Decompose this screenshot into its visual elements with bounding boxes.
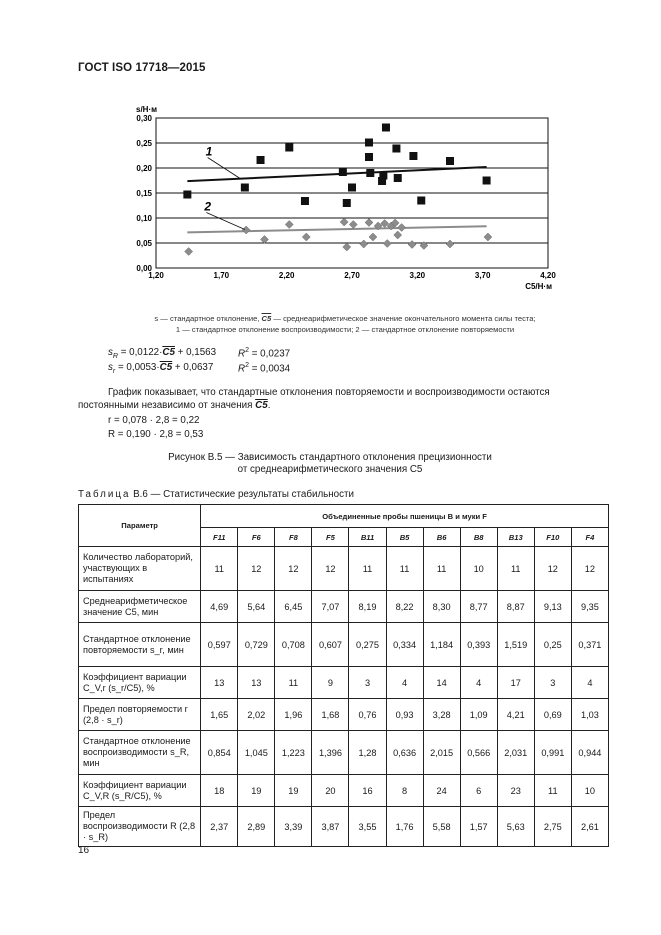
point-series-2 (185, 248, 193, 256)
explanation-paragraph: График показывает, что стандартные отклонения повторяемости и воспроизводимости остаются постоянными независимо от значения C5. (78, 387, 550, 411)
table-cell: 12 (238, 547, 275, 591)
point-series-2 (349, 221, 357, 229)
series-annotations (203, 145, 245, 230)
table-cell: 16 (349, 775, 386, 807)
table-cell: 8,22 (386, 591, 423, 623)
table-cell: 0,371 (571, 623, 608, 667)
page-number: 16 (78, 845, 90, 856)
point-series-1 (241, 184, 249, 192)
table-cell: 6,45 (275, 591, 312, 623)
table-cell: 11 (423, 547, 460, 591)
table-cell: 4 (571, 667, 608, 699)
table-cell: 5,64 (238, 591, 275, 623)
trend-line-1 (187, 167, 486, 181)
table-cell: 0,393 (460, 623, 497, 667)
table-cell: 9,35 (571, 591, 608, 623)
table-cell: 2,031 (497, 731, 534, 775)
row-label: Стандартное отклонение воспроизводимости s_R, мин (79, 731, 201, 775)
y-tick-label: 0,05 (136, 239, 152, 248)
x-axis-label: C5/Н·м (525, 282, 552, 291)
table-cell: 2,61 (571, 807, 608, 847)
sample-header: F10 (534, 528, 571, 547)
table-cell: 4,69 (201, 591, 238, 623)
row-label: Количество лабораторий, участвующих в испытаниях (79, 547, 201, 591)
table-cell: 2,37 (201, 807, 238, 847)
point-series-2 (383, 240, 391, 248)
table-cell: 1,396 (312, 731, 349, 775)
table-cell: 0,729 (238, 623, 275, 667)
table-cell: 0,708 (275, 623, 312, 667)
table-cell: 19 (238, 775, 275, 807)
caption-text: — среднеарифметическое значение окончательного момента силы теста; (271, 314, 536, 323)
table-cell: 13 (201, 667, 238, 699)
table-cell: 2,75 (534, 807, 571, 847)
table-cell: 0,93 (386, 699, 423, 731)
table-row (79, 623, 609, 667)
table-cell: 11 (201, 547, 238, 591)
point-series-1 (339, 168, 347, 176)
point-series-2 (340, 218, 348, 226)
point-series-2 (446, 240, 454, 248)
point-series-1 (183, 191, 191, 199)
table-row (79, 667, 609, 699)
table-cell: 8 (386, 775, 423, 807)
table-cell: 24 (423, 775, 460, 807)
leader-line (206, 213, 245, 230)
table-cell: 3,28 (423, 699, 460, 731)
y-tick-label: 0,10 (136, 214, 152, 223)
table-cell: 3,87 (312, 807, 349, 847)
sample-header: F8 (275, 528, 312, 547)
table-cell: 13 (238, 667, 275, 699)
table-cell: 0,991 (534, 731, 571, 775)
sample-header: B8 (460, 528, 497, 547)
table-cell: 19 (275, 775, 312, 807)
table-cell: 2,02 (238, 699, 275, 731)
table-cell: 8,30 (423, 591, 460, 623)
table-cell: 3,39 (275, 807, 312, 847)
table-cell: 23 (497, 775, 534, 807)
y-axis-label: s/Н·м (136, 105, 158, 114)
point-series-2 (398, 224, 406, 232)
caption-line-2: 1 — стандартное отклонение воспроизводимости; 2 — стандартное отклонение повторяемости (175, 325, 515, 334)
sample-header: B13 (497, 528, 534, 547)
point-series-1 (301, 197, 309, 205)
table-cell: 12 (534, 547, 571, 591)
y-tick-label: 0,15 (136, 189, 152, 198)
table-row (79, 591, 609, 623)
table-cell: 0,566 (460, 731, 497, 775)
table-cell: 11 (534, 775, 571, 807)
table-cell: 4 (386, 667, 423, 699)
point-series-2 (260, 236, 268, 244)
table-cell: 1,045 (238, 731, 275, 775)
point-series-2 (302, 233, 310, 241)
point-series-2 (365, 219, 373, 227)
table-cell: 0,334 (386, 623, 423, 667)
row-label: Коэффициент вариации C_V,R (s_R/C5), % (79, 775, 201, 807)
table-cell: 18 (201, 775, 238, 807)
y-tick-labels (136, 114, 152, 273)
x-tick-label: 2,20 (278, 271, 295, 280)
table-cell: 0,69 (534, 699, 571, 731)
table-cell: 9 (312, 667, 349, 699)
table-title: Таблица В.6 — Статистические результаты стабильности (78, 489, 354, 500)
point-series-2 (242, 226, 250, 234)
table-cell: 8,87 (497, 591, 534, 623)
row-label: Стандартное отклонение повторяемости s_r, мин (79, 623, 201, 667)
table-row (79, 699, 609, 731)
point-series-2 (394, 231, 402, 239)
y-tick-label: 0,20 (136, 164, 152, 173)
equation-sr: $s_R = 0,0122\cdot C5 + 0,1563$ $R^2 = 0,0237$ (108, 347, 291, 360)
table-cell: 12 (275, 547, 312, 591)
point-series-1 (417, 197, 425, 205)
row-label: Предел повторяемости r (2,8 · s_r) (79, 699, 201, 731)
table-cell: 0,944 (571, 731, 608, 775)
stability-table (78, 504, 609, 847)
point-series-1 (446, 157, 454, 165)
document-header: ГОСТ ISO 17718—2015 (78, 62, 206, 74)
row-label: Среднеарифметическое значение C5, мин (79, 591, 201, 623)
point-series-1 (382, 124, 390, 132)
point-series-1 (394, 174, 402, 182)
point-series-1 (365, 139, 373, 147)
point-series-1 (257, 156, 265, 164)
table-cell: 11 (497, 547, 534, 591)
point-series-1 (483, 177, 491, 185)
table-cell: 17 (497, 667, 534, 699)
point-series-2 (369, 233, 377, 241)
table-cell: 4,21 (497, 699, 534, 731)
table-cell: 1,65 (201, 699, 238, 731)
table-cell: 1,03 (571, 699, 608, 731)
table-cell: 1,223 (275, 731, 312, 775)
table-cell: 2,89 (238, 807, 275, 847)
series-label-1: 1 (205, 144, 213, 159)
table-cell: 8,19 (349, 591, 386, 623)
table-cell: 1,76 (386, 807, 423, 847)
table-cell: 0,854 (201, 731, 238, 775)
equation-sr-repeat: $s_r = 0,0053\cdot C5 + 0,0637$ $R^2 = 0,0034$ (108, 362, 291, 375)
chart-grid (156, 143, 548, 243)
point-series-2 (408, 241, 416, 249)
table-cell: 2,015 (423, 731, 460, 775)
table-cell: 4 (460, 667, 497, 699)
table-cell: 11 (349, 547, 386, 591)
table-cell: 1,68 (312, 699, 349, 731)
row-label: Предел воспроизводимости R (2,8 · s_R) (79, 807, 201, 847)
point-series-1 (285, 144, 293, 152)
table-row (79, 547, 609, 591)
figure-caption: Рисунок В.5 — Зависимость стандартного отклонения прецизионности от среднеарифметического значения C5 (168, 452, 492, 475)
point-series-1 (348, 184, 356, 192)
y-tick-label: 0,25 (136, 139, 152, 148)
table-cell: 20 (312, 775, 349, 807)
point-series-1 (409, 152, 417, 160)
table-cell: 3,55 (349, 807, 386, 847)
point-series-1 (392, 145, 400, 153)
table-cell: 3 (534, 667, 571, 699)
chart-legend-caption (120, 313, 570, 335)
table-cell: 1,184 (423, 623, 460, 667)
caption-text: s — стандартное отклонение, (154, 314, 262, 323)
param-header: Параметр (79, 505, 201, 547)
trend-lines (187, 167, 486, 232)
point-series-1 (379, 172, 387, 180)
table-cell: 0,76 (349, 699, 386, 731)
table-row (79, 731, 609, 775)
sample-header: B6 (423, 528, 460, 547)
point-series-1 (366, 169, 374, 177)
table-cell: 5,63 (497, 807, 534, 847)
table-cell: 12 (571, 547, 608, 591)
point-series-2 (343, 243, 351, 251)
sample-header: F11 (201, 528, 238, 547)
point-series-1 (365, 153, 373, 161)
table-cell: 10 (460, 547, 497, 591)
table-cell: 0,636 (386, 731, 423, 775)
point-series-2 (484, 233, 492, 241)
point-series-2 (360, 240, 368, 248)
table-cell: 0,597 (201, 623, 238, 667)
table-cell: 1,28 (349, 731, 386, 775)
table-cell: 9,13 (534, 591, 571, 623)
table-cell: 0,275 (349, 623, 386, 667)
table-cell: 8,77 (460, 591, 497, 623)
series-label-2: 2 (204, 199, 212, 214)
sample-header: B11 (349, 528, 386, 547)
x-tick-label: 4,20 (540, 271, 556, 280)
calc-R: R = 0,190 · 2,8 = 0,53 (108, 429, 204, 440)
scatter-chart (100, 98, 570, 298)
table-cell: 1,96 (275, 699, 312, 731)
table-cell: 0,25 (534, 623, 571, 667)
x-tick-label: 2,70 (344, 271, 360, 280)
table-row (79, 807, 609, 847)
c5-symbol: C5 (261, 314, 272, 323)
point-series-1 (343, 199, 351, 207)
table-row (79, 775, 609, 807)
trend-line-2 (187, 226, 486, 232)
sample-header: B5 (386, 528, 423, 547)
x-tick-label: 3,70 (474, 271, 491, 280)
group-header: Объединенные пробы пшеницы B и муки F (201, 505, 609, 528)
sample-header: F4 (571, 528, 608, 547)
table-cell: 1,57 (460, 807, 497, 847)
table-cell: 1,519 (497, 623, 534, 667)
table-cell: 12 (312, 547, 349, 591)
table-cell: 3 (349, 667, 386, 699)
calc-r: r = 0,078 · 2,8 = 0,22 (108, 415, 200, 426)
table-cell: 10 (571, 775, 608, 807)
point-series-2 (285, 221, 293, 229)
table-cell: 6 (460, 775, 497, 807)
x-tick-label: 1,70 (213, 271, 230, 280)
x-tick-label: 3,20 (409, 271, 426, 280)
table-cell: 0,607 (312, 623, 349, 667)
x-tick-label: 1,20 (148, 271, 164, 280)
table-cell: 5,58 (423, 807, 460, 847)
table-cell: 11 (386, 547, 423, 591)
row-label: Коэффициент вариации C_V,r (s_r/C5), % (79, 667, 201, 699)
y-tick-label: 0,30 (136, 114, 152, 123)
table-cell: 14 (423, 667, 460, 699)
table-cell: 11 (275, 667, 312, 699)
sample-header: F5 (312, 528, 349, 547)
table-cell: 1,09 (460, 699, 497, 731)
x-tick-labels (148, 271, 556, 280)
table-cell: 7,07 (312, 591, 349, 623)
y-tick-label: 0,00 (136, 264, 152, 273)
sample-header: F6 (238, 528, 275, 547)
